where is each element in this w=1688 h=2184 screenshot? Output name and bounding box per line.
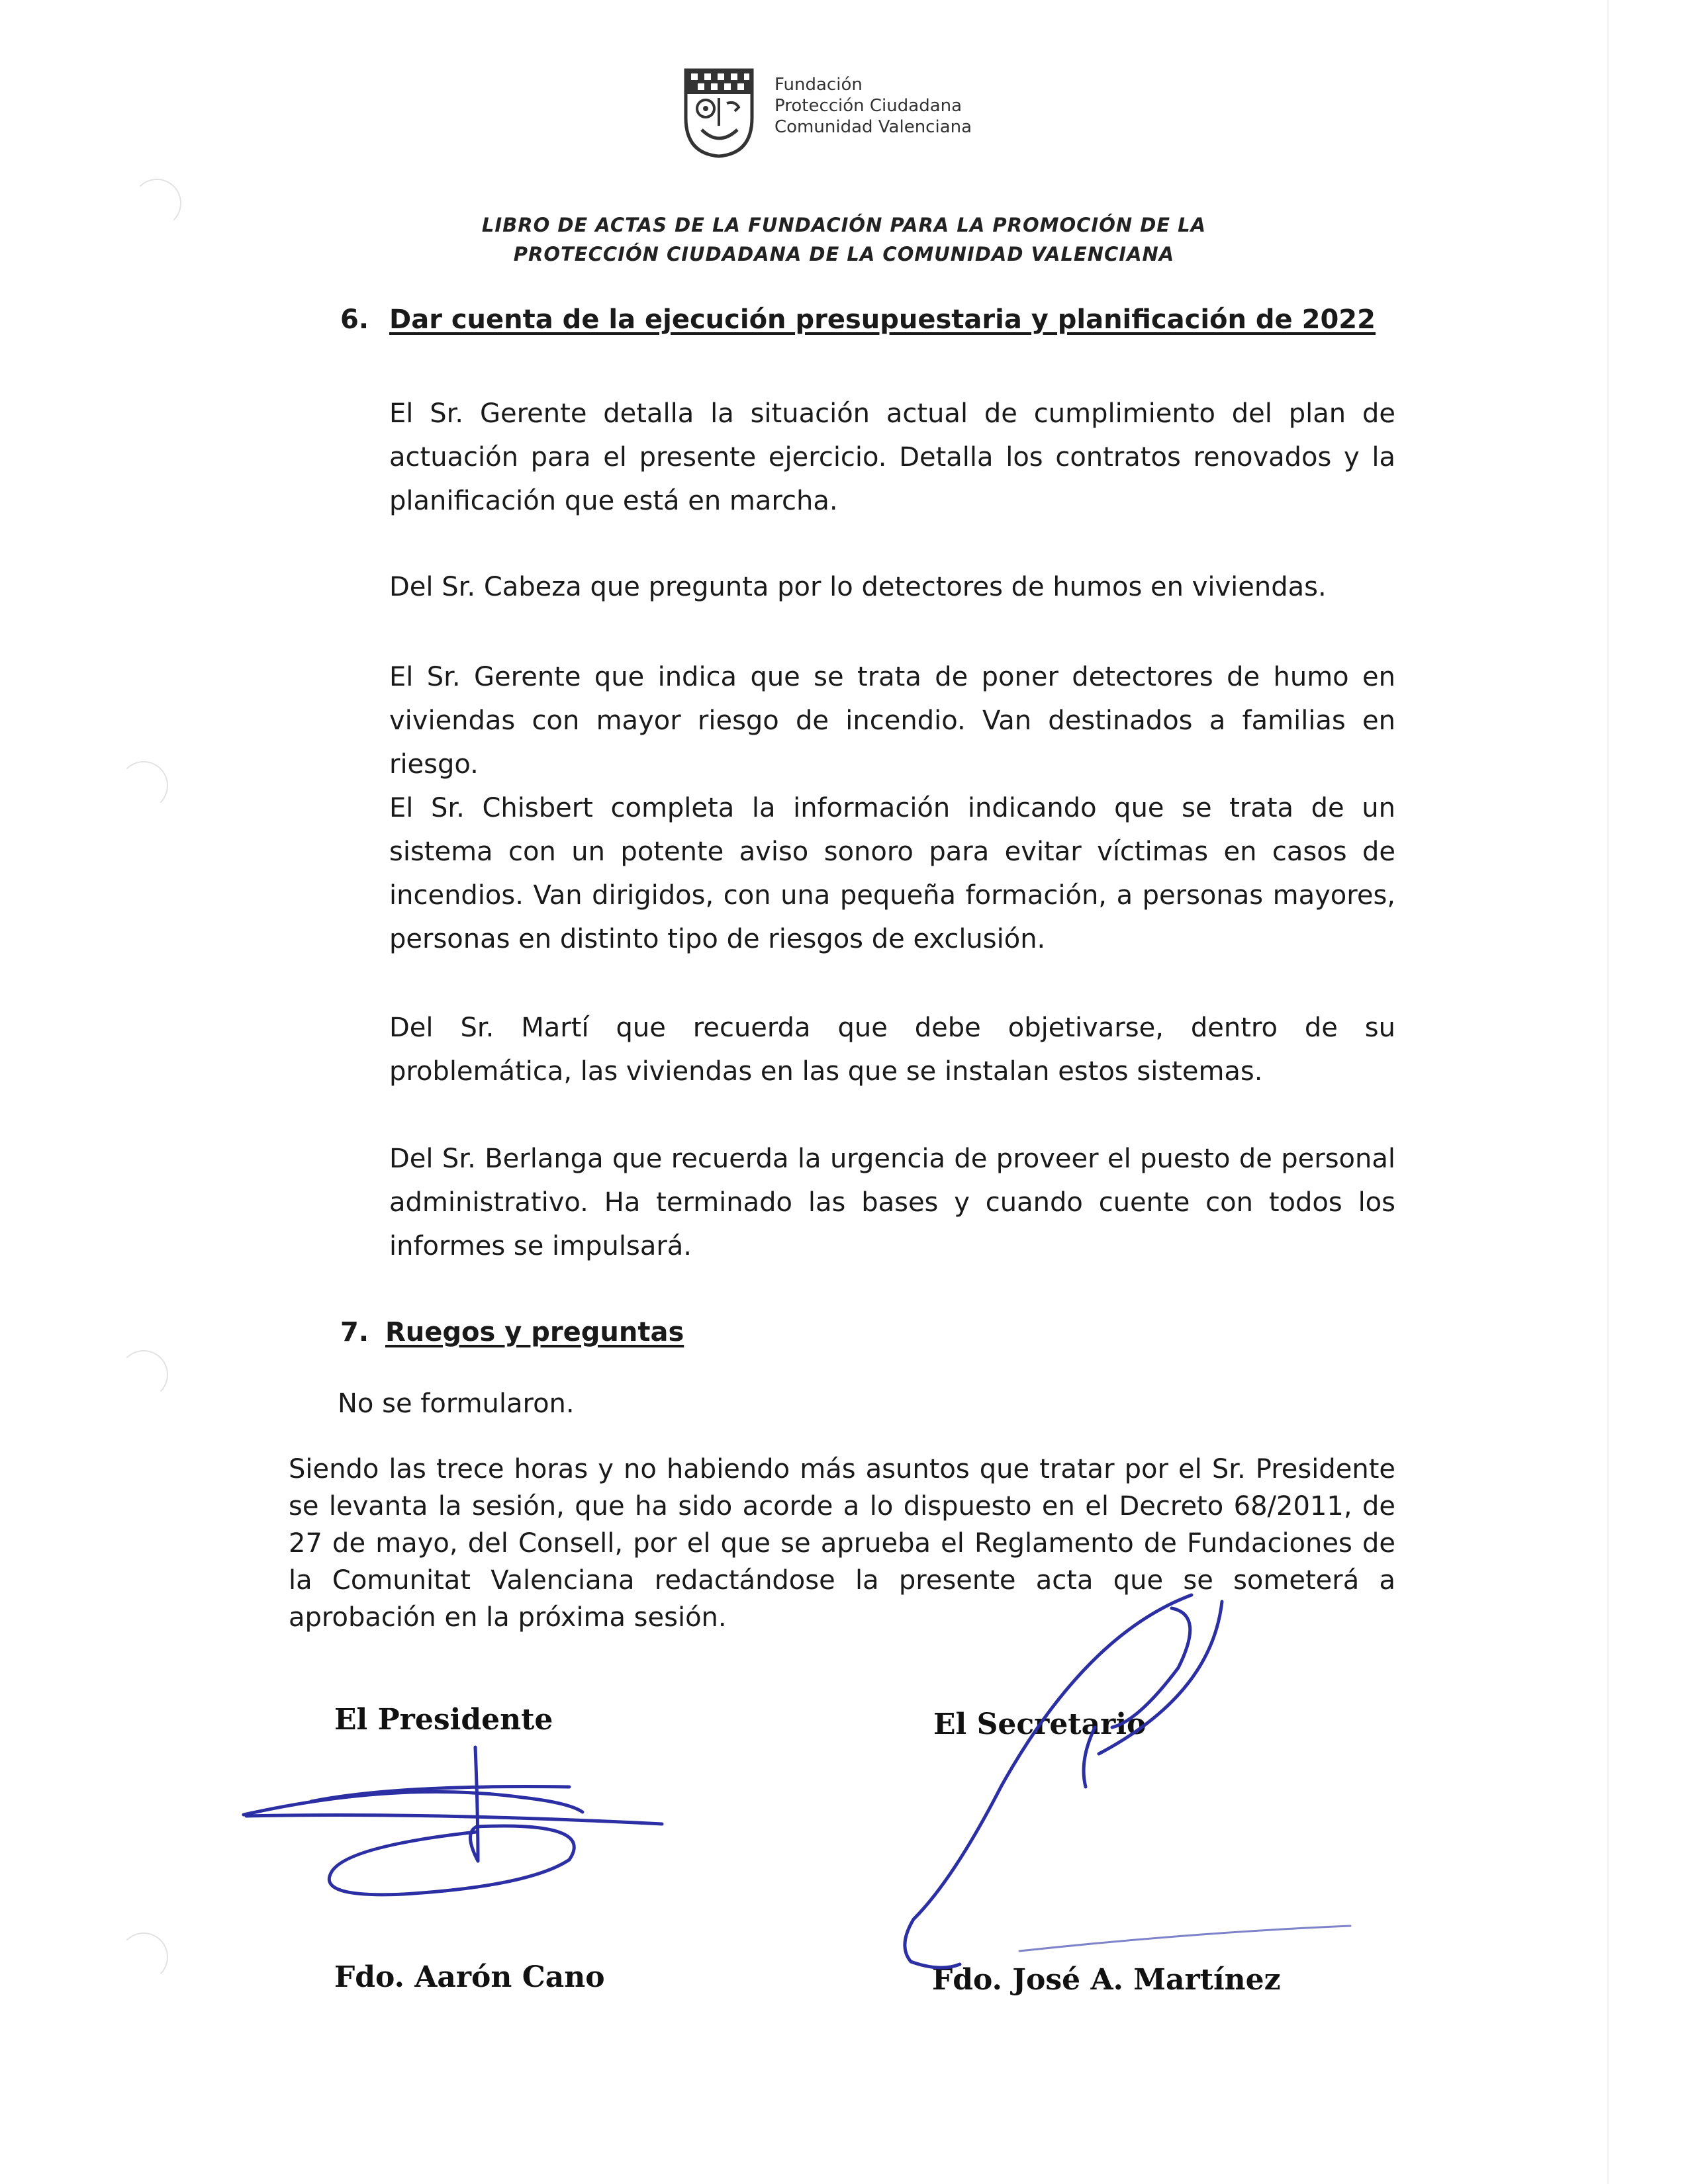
punch-hole-mark: [119, 1350, 168, 1399]
book-title: [0, 210, 1688, 269]
book-title-line: LIBRO DE ACTAS DE LA FUNDACIÓN PARA LA PROMOCIÓN DE LA: [481, 214, 1207, 236]
punch-hole-mark: [119, 761, 168, 810]
page-edge: [1607, 0, 1609, 2184]
paragraph: El Sr. Gerente que indica que se trata de poner detectores de humo en viviendas con mayor riesgo de incendio. Van destinados a familias en riesgo.: [389, 662, 1395, 780]
section-number: 6.: [340, 304, 369, 335]
section-title: Dar cuenta de la ejecución presupuestaria y planificación de 2022: [389, 304, 1376, 335]
paragraph: Del Sr. Berlanga que recuerda la urgencia de proveer el puesto de personal administrativo. Ha terminado las bases y cuando cuente con todos los informes se impulsará.: [389, 1144, 1395, 1261]
president-signature: [244, 1747, 662, 1895]
section-title: Ruegos y preguntas: [385, 1317, 684, 1347]
paragraph: Del Sr. Cabeza que pregunta por lo detectores de humos en viviendas.: [389, 572, 1327, 602]
punch-hole-mark: [119, 1933, 168, 1981]
secretary-signature: [905, 1595, 1222, 1968]
paragraph: El Sr. Gerente detalla la situación actual de cumplimiento del plan de actuación para el presente ejercicio. Detalla los contratos renovados y la planificación que está en marcha.: [389, 398, 1395, 516]
paragraph: No se formularon.: [338, 1388, 575, 1419]
foundation-logo-icon: [682, 66, 756, 159]
book-title-line: PROTECCIÓN CIUDADANA DE LA COMUNIDAD VALENCIANA: [513, 243, 1175, 265]
president-name: Fdo. Aarón Cano: [334, 1960, 605, 1994]
president-role: El Presidente: [334, 1703, 553, 1737]
section-heading: [340, 1317, 684, 1347]
secretary-signature-stroke: [1019, 1926, 1350, 1951]
paragraph: Del Sr. Martí que recuerda que debe objetivarse, dentro de su problemática, las viviendas en las que se instalan estos sistemas.: [389, 1013, 1395, 1087]
secretary-role: El Secretario: [933, 1707, 1147, 1741]
organization-line: Fundación: [774, 75, 863, 95]
organization-line: Protección Ciudadana: [774, 96, 962, 116]
closing-paragraph: Siendo las trece horas y no habiendo más asuntos que tratar por el Sr. Presidente se levanta la sesión, que ha sido acorde a lo dispuesto en el Decreto 68/2011, de 27 de mayo, del Consell, por el que se aprueba el Reglamento de Fundaciones de la Comunitat Valenciana redactándose la presente acta que se someterá a aprobación en la próxima sesión.: [289, 1454, 1395, 1633]
paragraph: El Sr. Chisbert completa la información indicando que se trata de un sistema con un potente aviso sonoro para evitar víctimas en casos de incendios. Van dirigidos, con una pequeña formación, a personas mayores, personas en distinto tipo de riesgos de exclusión.: [389, 793, 1395, 954]
section-heading: [340, 304, 1376, 335]
secretary-name: Fdo. José A. Martínez: [932, 1963, 1281, 1997]
organization-line: Comunidad Valenciana: [774, 117, 972, 137]
section-number: 7.: [340, 1317, 369, 1347]
organization-name: [774, 74, 972, 138]
